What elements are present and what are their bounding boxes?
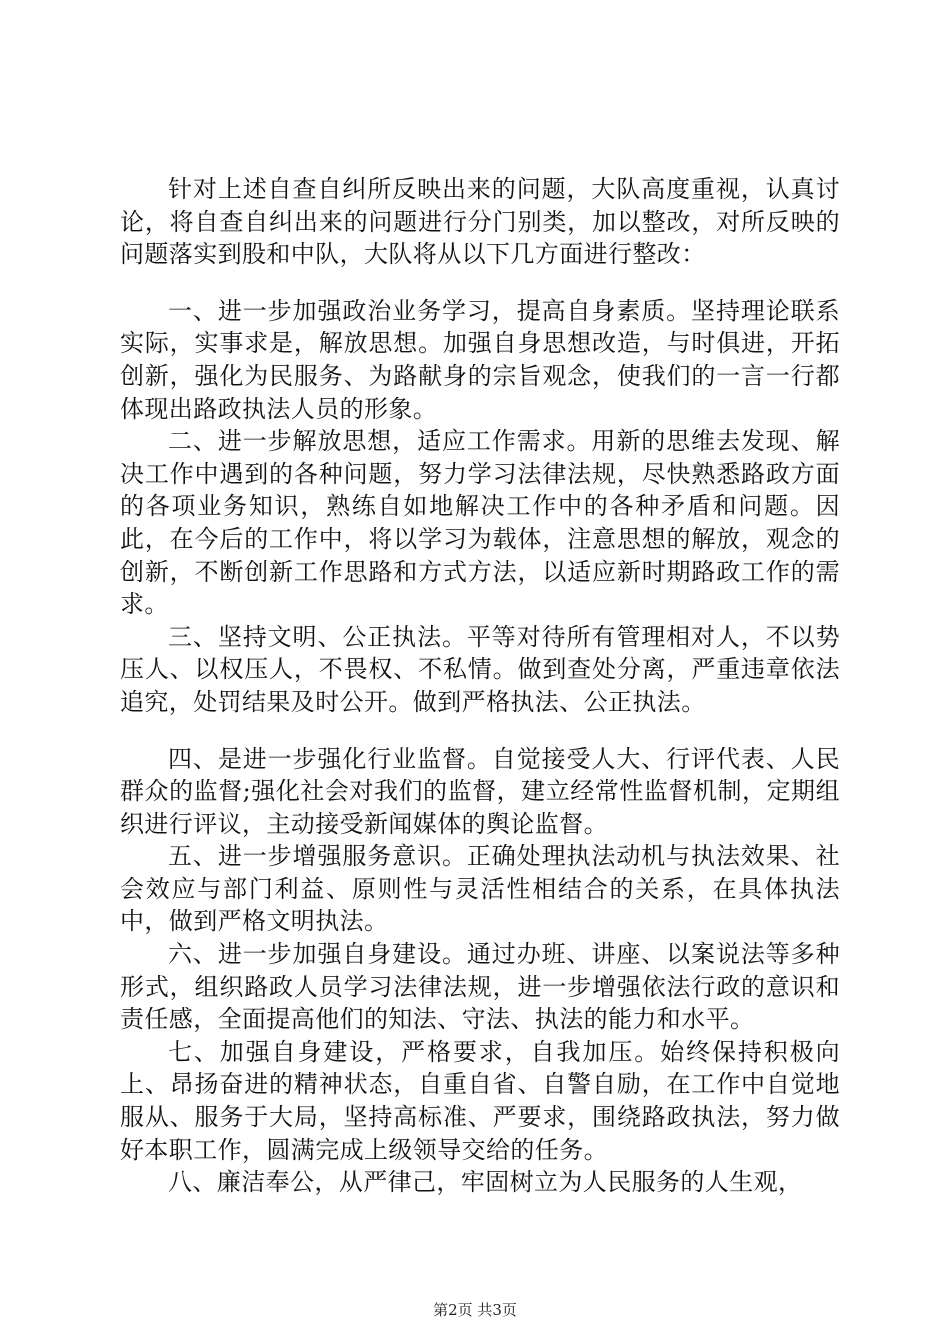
paragraph-item-6: 六、进一步加强自身建设。通过办班、讲座、以案说法等多种形式，组织路政人员学习法律法规，进一步增强依法行政的意识和责任感，全面提高他们的知法、守法、执法的能力和水平。: [120, 940, 840, 1034]
paragraph-item-3: 三、坚持文明、公正执法。平等对待所有管理相对人，不以势压人、以权压人，不畏权、不私情。做到查处分离，严重违章依法追究，处罚结果及时公开。做到严格执法、公正执法。: [120, 622, 840, 716]
page-number-footer: 第2页 共3页: [433, 1301, 517, 1319]
paragraph-item-4: 四、是进一步强化行业监督。自觉接受人大、行评代表、人民群众的监督;强化社会对我们的监督，建立经常性监督机制，定期组织进行评议，主动接受新闻媒体的舆论监督。: [120, 744, 840, 838]
paragraph-item-8: 八、廉洁奉公，从严律己，牢固树立为人民服务的人生观，: [168, 1168, 803, 1197]
document-body: [120, 173, 840, 1199]
paragraph-intro: 针对上述自查自纠所反映出来的问题，大队高度重视，认真讨论，将自查自纠出来的问题进行分门别类，加以整改，对所反映的问题落实到股和中队，大队将从以下几方面进行整改：: [120, 175, 840, 269]
paragraph-item-5: 五、进一步增强服务意识。正确处理执法动机与执法效果、社会效应与部门利益、原则性与灵活性相结合的关系，在具体执法中，做到严格文明执法。: [120, 842, 840, 936]
paragraph-item-1: 一、进一步加强政治业务学习，提高自身素质。坚持理论联系实际，实事求是，解放思想。加强自身思想改造，与时俱进，开拓创新，强化为民服务、为路献身的宗旨观念，使我们的一言一行都体现出路政执法人员的形象。: [120, 296, 840, 423]
paragraph-item-7: 七、加强自身建设，严格要求，自我加压。始终保持积极向上、昂扬奋进的精神状态，自重自省、自警自励，在工作中自觉地服从、服务于大局，坚持高标准、严要求，围绕路政执法，努力做好本职工作，圆满完成上级领导交给的任务。: [120, 1037, 840, 1164]
paragraph-item-2: 二、进一步解放思想，适应工作需求。用新的思维去发现、解决工作中遇到的各种问题，努力学习法律法规，尽快熟悉路政方面的各项业务知识，熟练自如地解决工作中的各种矛盾和问题。因此，在今后的工作中，将以学习为载体，注意思想的解放，观念的创新，不断创新工作思路和方式方法，以适应新时期路政工作的需求。: [120, 427, 840, 619]
